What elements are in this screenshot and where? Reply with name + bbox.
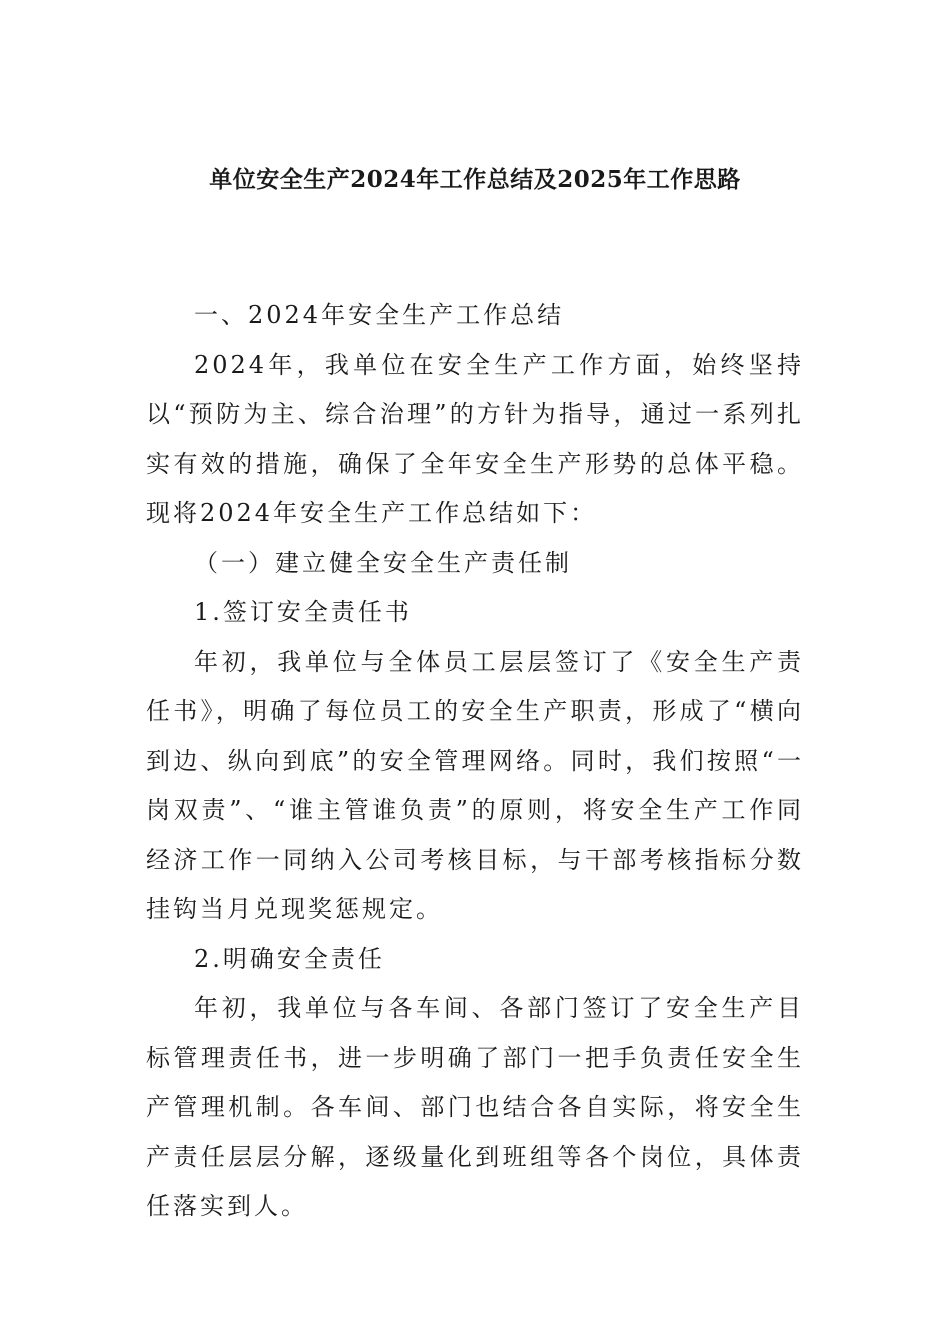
- document-title: 单位安全生产2024年工作总结及2025年工作思路: [209, 166, 741, 193]
- item-heading: 2.明确安全责任: [194, 944, 385, 973]
- item-heading: 1.签订安全责任书: [194, 598, 412, 626]
- document-body: [146, 291, 804, 1232]
- paragraph: 2024年，我单位在安全生产工作方面，始终坚持以“预防为主、综合治理”的方针为指导，通过一系列扎实有效的措施，确保了全年安全生产形势的总体平稳。现将2024年安全生产工作总结如下：: [146, 350, 804, 527]
- section-heading: 一、2024年安全生产工作总结: [194, 301, 565, 329]
- subsection-heading: （一）建立健全安全生产责任制: [194, 548, 572, 577]
- paragraph: 年初，我单位与全体员工层层签订了《安全生产责任书》，明确了每位员工的安全生产职责，形成了“横向到边、纵向到底”的安全管理网络。同时，我们按照“一岗双责”、“谁主管谁负责”的原则，将安全生产工作同经济工作一同纳入公司考核目标，与干部考核指标分数挂钩当月兑现奖惩规定。: [146, 647, 804, 923]
- paragraph: 年初，我单位与各车间、各部门签订了安全生产目标管理责任书，进一步明确了部门一把手负责任安全生产管理机制。各车间、部门也结合各自实际，将安全生产责任层层分解，逐级量化到班组等各个岗位，具体责任落实到人。: [146, 994, 804, 1220]
